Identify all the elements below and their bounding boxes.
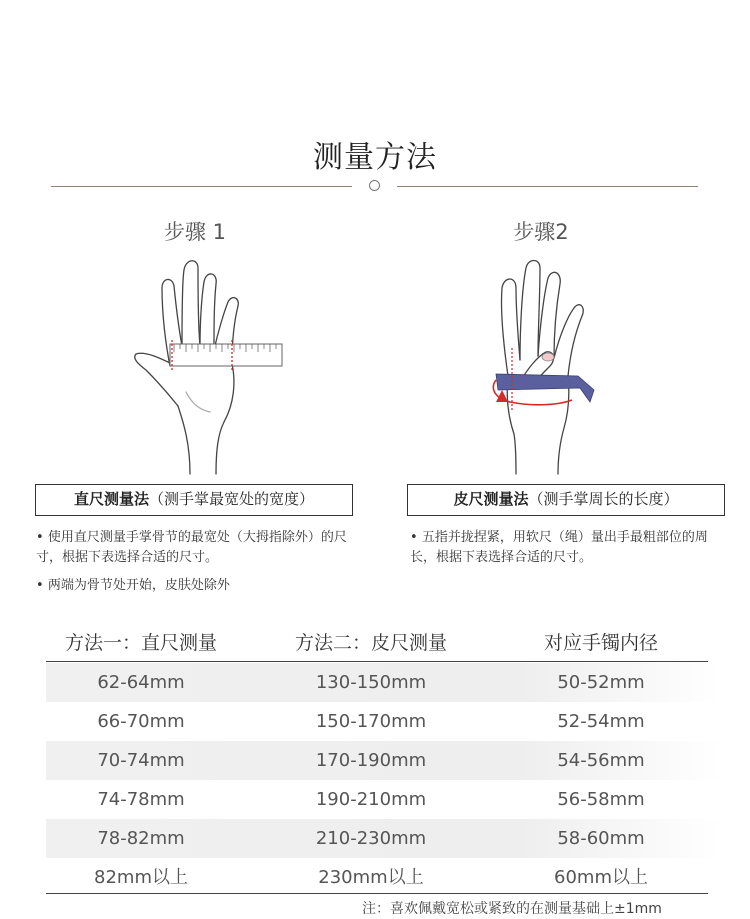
table-header-method-1: 方法一：直尺测量	[64, 632, 217, 654]
table-cell: 78-82mm	[97, 828, 185, 849]
table-row	[46, 858, 722, 897]
table-cell: 50-52mm	[557, 672, 645, 693]
table-cell: 66-70mm	[97, 711, 185, 732]
title-divider-right	[397, 186, 698, 187]
table-cell: 210-230mm	[315, 828, 427, 849]
table-cell: 52-54mm	[557, 711, 645, 732]
bullet-dot-icon: •	[36, 530, 48, 545]
step-1-bullet-2-text: 两端为骨节处开始，皮肤处除外	[47, 578, 230, 593]
table-cell: 82mm以上	[94, 867, 188, 888]
table-cell: 60mm以上	[554, 867, 648, 888]
divider-circle-icon	[369, 180, 380, 191]
footnote: 注：喜欢佩戴宽松或紧致的在测量基础上±1mm	[362, 901, 662, 917]
table-cell: 170-190mm	[315, 750, 427, 771]
step-1-bullet-2	[36, 576, 366, 596]
page-title: 测量方法	[313, 140, 437, 175]
hand-tape-illustration	[480, 256, 610, 476]
bullet-dot-icon: •	[36, 578, 48, 593]
table-cell: 130-150mm	[315, 672, 427, 693]
table-cell: 150-170mm	[315, 711, 427, 732]
table-cell: 230mm以上	[318, 867, 424, 888]
table-cell: 58-60mm	[557, 828, 645, 849]
table-cell: 74-78mm	[97, 789, 185, 810]
table-header-method-2: 方法二：皮尺测量	[294, 632, 447, 654]
title-divider-left	[51, 186, 352, 187]
table-header-diameter: 对应手镯内径	[543, 632, 658, 654]
method-1-box	[35, 484, 353, 516]
table-cell: 62-64mm	[97, 672, 185, 693]
method-2-desc: （测手掌周长的长度）	[528, 490, 679, 508]
table-cell: 54-56mm	[557, 750, 645, 771]
table-row	[46, 702, 722, 741]
table-row	[46, 780, 722, 819]
table-row	[46, 819, 722, 858]
step-2-label: 步骤2	[513, 220, 569, 244]
step-1-label: 步骤 1	[163, 220, 227, 244]
step-1-bullet-1	[36, 528, 366, 568]
method-1-desc: （测手掌最宽处的宽度）	[149, 490, 315, 508]
method-1-name: 直尺测量法	[73, 490, 149, 508]
table-bottom-rule	[46, 893, 708, 894]
table-cell: 190-210mm	[315, 789, 427, 810]
bullet-dot-icon: •	[410, 530, 422, 545]
step-2-bullet-1	[410, 528, 730, 568]
table-row	[46, 663, 722, 702]
table-top-rule	[46, 661, 708, 662]
step-2-bullet-1-text: 五指并拢捏紧，用软尺（绳）量出手最粗部位的周长，根据下表选择合适的尺寸。	[410, 530, 708, 565]
hand-ruler-illustration	[120, 254, 290, 476]
step-1-bullet-1-text: 使用直尺测量手掌骨节的最宽处（大拇指除外）的尺寸，根据下表选择合适的尺寸。	[36, 530, 347, 565]
method-2-name: 皮尺测量法	[453, 490, 529, 508]
table-row	[46, 741, 722, 780]
method-2-box	[407, 484, 725, 516]
table-cell: 70-74mm	[97, 750, 185, 771]
table-cell: 56-58mm	[557, 789, 645, 810]
